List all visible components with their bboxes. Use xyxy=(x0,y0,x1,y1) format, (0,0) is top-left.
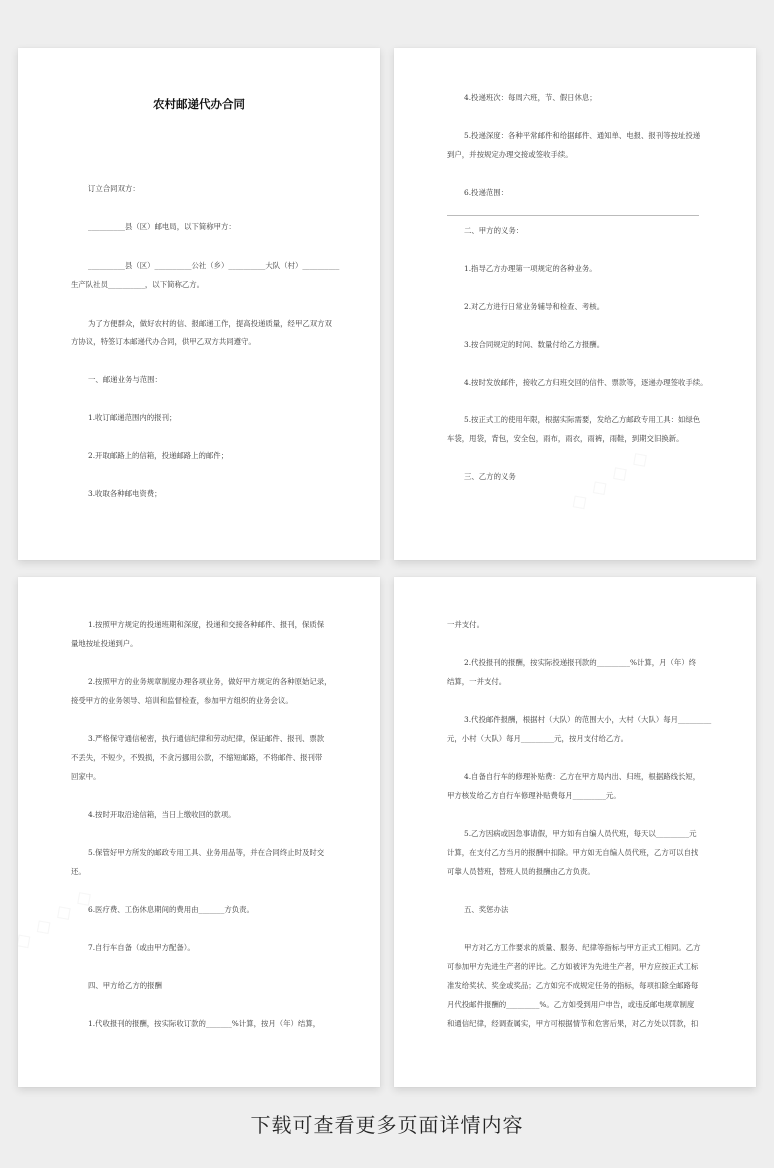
text-line: 7.自行车自备（或由甲方配备）。 xyxy=(88,943,195,952)
text-line: 1.按照甲方规定的投递班期和深度，投递和交接各种邮件、报刊，保质保 xyxy=(88,620,325,629)
text-line: 元，小村（大队）每月_________元，按月支付给乙方。 xyxy=(447,734,629,743)
text-line: 1.代收报刊的报酬，按实际收订款的_______%计算，按月（年）结算， xyxy=(88,1019,321,1028)
text-line: 车袋，甩袋，背包，安全包，雨布，雨衣，雨裤，雨鞋，到期交旧换新。 xyxy=(447,434,684,443)
document-page-1 xyxy=(18,48,380,560)
text-line: 2.按照甲方的业务规章制度办理各项业务，做好甲方规定的各种原始记录， xyxy=(88,677,332,686)
watermark xyxy=(565,444,654,516)
text-line: 到户，并按规定办理交接或签收手续。 xyxy=(447,150,573,159)
text-line: 3.按合同规定的时间、数量付给乙方报酬。 xyxy=(464,340,605,349)
text-line: 2.对乙方进行日常业务辅导和检查、考核。 xyxy=(464,302,605,311)
text-line: 4.投递班次：每周六班，节、假日休息； xyxy=(464,93,597,102)
text-line: 5.按正式工的使用年限，根据实际需要，发给乙方邮政专用工具：如绿色 xyxy=(464,415,701,424)
text-line: 甲方核发给乙方自行车修理补贴费每月_________元。 xyxy=(447,791,621,800)
text-line: 3.收取各种邮电资费； xyxy=(88,489,162,498)
blank-underline xyxy=(447,215,699,216)
text-line: 1.指导乙方办理第一项规定的各种业务。 xyxy=(464,264,597,273)
text-line: 量地按址投递到户。 xyxy=(71,639,138,648)
text-line: 6.医疗费、工伤休息期间的费用由_______方负责。 xyxy=(88,905,254,914)
text-line: 准发给奖状、奖金或奖品；乙方如完不成规定任务的指标，每项扣除全邮路每 xyxy=(447,981,699,990)
text-line: 还。 xyxy=(71,867,86,876)
text-line: 可参加甲方先进生产者的评比。乙方如被评为先进生产者，甲方应按正式工标 xyxy=(447,962,699,971)
text-line: 4.按时发放邮件，接收乙方归班交回的信件、票款等，逐递办理签收手续。 xyxy=(464,378,708,387)
text-line: 3.严格保守通信秘密，执行通信纪律和劳动纪律，保证邮件、报刊、票款 xyxy=(88,734,325,743)
section-heading: 五、奖惩办法 xyxy=(464,905,509,914)
text-line: 3.代投邮件报酬，根据村（大队）的范围大小，大村（大队）每月_________ xyxy=(464,715,712,724)
watermark xyxy=(18,883,98,955)
text-line: 可靠人员替班，替班人员的报酬由乙方负责。 xyxy=(447,867,595,876)
document-page-2 xyxy=(394,48,756,560)
text-line: 回家中。 xyxy=(71,772,101,781)
section-heading: 二、甲方的义务： xyxy=(464,226,524,235)
text-line: 不丢失，不短少，不毁损，不贪污挪用公款，不缩短邮路，不将邮件、报刊带 xyxy=(71,753,323,762)
text-line: 甲方对乙方工作要求的质量、服务、纪律等指标与甲方正式工相同。乙方 xyxy=(464,943,701,952)
download-caption: 下载可查看更多页面详情内容 xyxy=(250,1113,524,1137)
text-line: 5.投递深度：各种平常邮件和给据邮件、通知单、电报、报刊等按址投递 xyxy=(464,131,701,140)
section-heading: 一、邮递业务与范围： xyxy=(88,375,162,384)
section-heading: 三、乙方的义务 xyxy=(464,472,516,481)
text-line: 订立合同双方： xyxy=(88,184,140,193)
text-line: 2.代投报刊的报酬，按实际投递报刊款的_________%计算，月（年）终 xyxy=(464,658,697,667)
document-page-3 xyxy=(18,577,380,1087)
text-line: 计算，在支付乙方当月的报酬中扣除。甲方如无自编人员代班，乙方可以自找 xyxy=(447,848,699,857)
text-line: 2.开取邮路上的信箱，投递邮路上的邮件； xyxy=(88,451,229,460)
text-line: 结算，一并支付。 xyxy=(447,677,507,686)
text-line: 方协议，特签订本邮递代办合同，供甲乙双方共同遵守。 xyxy=(71,337,256,346)
document-page-4 xyxy=(394,577,756,1087)
text-line: __________县（区）邮电局，以下简称甲方： xyxy=(88,222,236,231)
text-line: 生产队社员__________，以下简称乙方。 xyxy=(71,280,205,289)
text-line: 4.自备自行车的修理补贴费：乙方在甲方局内出、归班，根据路线长短， xyxy=(464,772,701,781)
text-line: 6.投递范围： xyxy=(464,188,509,197)
section-heading: 四、甲方给乙方的报酬 xyxy=(88,981,162,990)
text-line: 4.按时开取沿途信箱，当日上缴收回的款项。 xyxy=(88,810,236,819)
text-line: 为了方便群众，做好农村的信、报邮递工作，提高投递质量，经甲乙双方双 xyxy=(88,319,332,328)
text-line: 1.收订邮递范围内的报刊； xyxy=(88,413,177,422)
text-line: 月代投邮件报酬的_________%。乙方如受到用户申告，或违反邮电规章制度 xyxy=(447,1000,695,1009)
text-line: __________县（区）__________公社（乡）__________大队（村）__________ xyxy=(88,261,340,270)
text-line: 5.保管好甲方所发的邮政专用工具、业务用品等，并在合同终止时及时交 xyxy=(88,848,325,857)
text-line: 5.乙方因病或因急事请假，甲方如有自编人员代班，每天以_________元 xyxy=(464,829,697,838)
text-line: 和通信纪律，经调查属实，甲方可根据情节和危害后果，对乙方处以罚款，扣 xyxy=(447,1019,699,1028)
contract-title: 农村邮递代办合同 xyxy=(153,97,245,111)
text-line: 一并支付。 xyxy=(447,620,484,629)
text-line: 接受甲方的业务领导、培训和监督检查，参加甲方组织的业务会议。 xyxy=(71,696,293,705)
